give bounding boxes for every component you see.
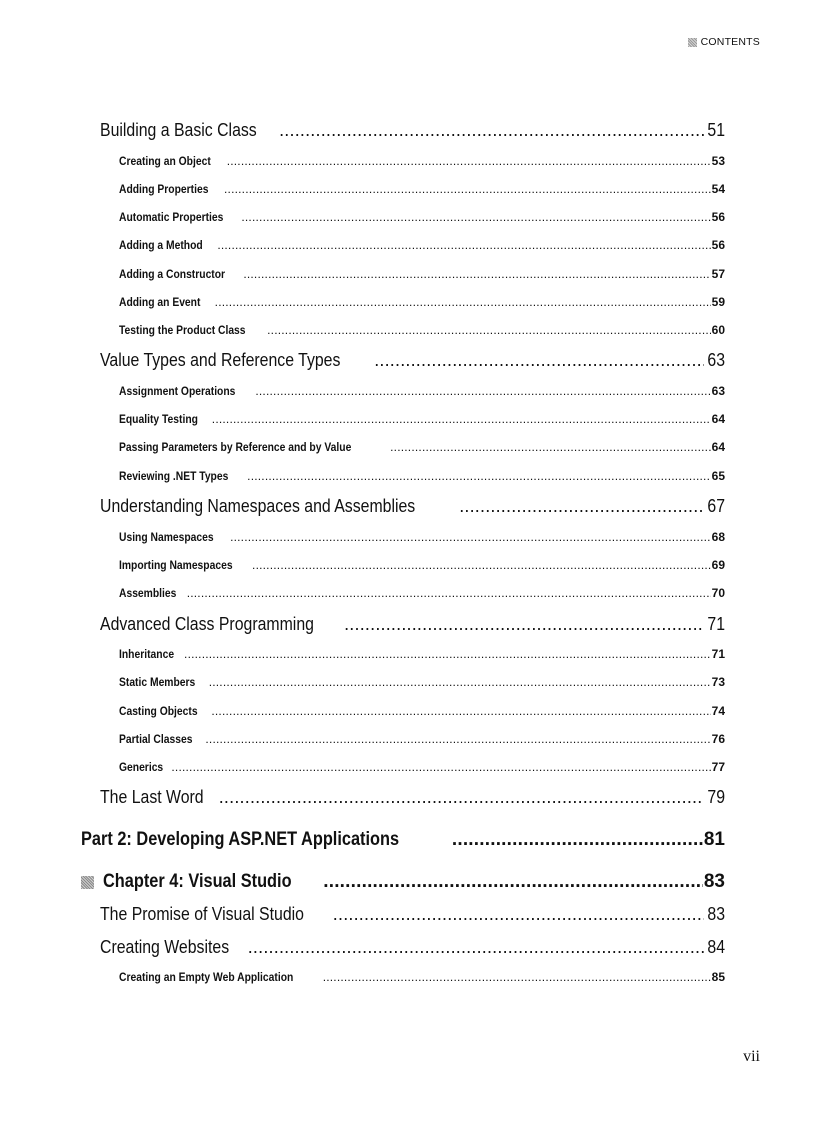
dot-leader: [205, 732, 710, 746]
toc-entry-title: Adding Properties: [119, 182, 209, 196]
toc-entry-title: Understanding Namespaces and Assemblies: [100, 496, 416, 516]
toc-entry[interactable]: [119, 675, 725, 689]
dot-leader: [219, 787, 704, 808]
dot-leader: [252, 558, 711, 572]
toc-entry-title: The Last Word: [100, 787, 204, 807]
toc-entry-title: Adding a Constructor: [119, 267, 226, 281]
toc-entry-page: 63: [707, 350, 725, 370]
toc-entry[interactable]: [100, 787, 725, 808]
toc-entry-title: Creating an Empty Web Application: [119, 970, 294, 984]
dot-leader: [215, 295, 711, 309]
running-header-label: CONTENTS: [700, 36, 760, 48]
toc-entry-page: 83: [707, 904, 725, 924]
toc-entry[interactable]: [119, 647, 725, 661]
dot-leader: [243, 267, 710, 281]
toc-entry[interactable]: [119, 323, 725, 337]
toc-entry[interactable]: [119, 760, 725, 774]
toc-entry-title: Value Types and Reference Types: [100, 350, 341, 370]
toc-part-entry[interactable]: [81, 829, 725, 851]
dot-leader: [374, 350, 704, 371]
toc-entry[interactable]: [119, 154, 725, 168]
toc-entry-title: Partial Classes: [119, 732, 193, 746]
toc-entry-title: Using Namespaces: [119, 530, 214, 544]
dot-leader: [255, 384, 710, 398]
dot-leader: [224, 182, 711, 196]
dot-leader: [344, 614, 704, 635]
toc-entry-title: Assemblies: [119, 586, 177, 600]
toc-entry-page: 67: [707, 496, 725, 516]
toc-entry-title: Passing Parameters by Reference and by Value: [119, 440, 352, 454]
dot-leader: [323, 871, 703, 893]
toc-entry-page: 59: [711, 295, 725, 309]
toc-entry-title: Adding a Method: [119, 238, 203, 252]
toc-entry-page: 83: [703, 871, 725, 892]
toc-entry-page: 64: [711, 440, 725, 454]
toc-entry-page: 60: [711, 323, 725, 337]
toc-entry-page: 76: [711, 732, 725, 746]
toc-entry-title: Testing the Product Class: [119, 323, 246, 337]
toc-entry-page: 57: [711, 267, 725, 281]
toc-entry-title: Inheritance: [119, 647, 175, 661]
toc-entry-page: 56: [711, 238, 725, 252]
toc-entry-page: 51: [707, 120, 725, 140]
toc-entry[interactable]: [119, 558, 725, 572]
toc-entry[interactable]: [119, 384, 725, 398]
dot-leader: [323, 970, 711, 984]
toc-entry-title: Creating Websites: [100, 937, 230, 957]
toc-entry[interactable]: [100, 904, 725, 925]
toc-entry[interactable]: [119, 238, 725, 252]
dot-leader: [279, 120, 704, 141]
toc-entry-title: Building a Basic Class: [100, 120, 257, 140]
toc-entry[interactable]: [119, 182, 725, 196]
toc-entry-page: 53: [711, 154, 725, 168]
toc-chapter-entry[interactable]: [81, 871, 725, 893]
toc-entry-page: 65: [711, 469, 725, 483]
dot-leader: [211, 704, 710, 718]
toc-entry-title: Generics: [119, 760, 164, 774]
toc-entry[interactable]: [119, 210, 725, 224]
toc-entry-title: Static Members: [119, 675, 196, 689]
dot-leader: [184, 647, 711, 661]
toc-entry[interactable]: [100, 937, 725, 958]
toc-entry-title: Automatic Properties: [119, 210, 224, 224]
toc-entry-title: Reviewing .NET Types: [119, 469, 229, 483]
dot-leader: [459, 496, 704, 517]
toc-entry[interactable]: [100, 614, 725, 635]
dot-leader: [187, 586, 711, 600]
page-number: vii: [743, 1048, 760, 1065]
dot-leader: [227, 154, 711, 168]
toc-entry-page: 54: [711, 182, 725, 196]
toc-entry-page: 77: [711, 760, 725, 774]
dot-leader: [333, 904, 704, 925]
toc-entry-title: Creating an Object: [119, 154, 211, 168]
toc-entry[interactable]: [119, 704, 725, 718]
toc-entry-title: Chapter 4: Visual Studio: [103, 871, 292, 892]
toc-entry-page: 63: [711, 384, 725, 398]
dot-leader: [452, 829, 703, 851]
toc-entry[interactable]: [119, 295, 725, 309]
toc-entry[interactable]: [119, 267, 725, 281]
toc-entry-page: 85: [711, 970, 725, 984]
toc-entry-page: 79: [707, 787, 725, 807]
toc-entry[interactable]: [119, 440, 725, 454]
dot-leader: [267, 323, 711, 337]
toc-entry-page: 70: [711, 586, 725, 600]
dot-leader: [390, 440, 711, 454]
toc-entry[interactable]: [119, 469, 725, 483]
toc-entry[interactable]: [119, 586, 725, 600]
toc-entry[interactable]: [119, 412, 725, 426]
toc-entry-page: 74: [711, 704, 725, 718]
toc-entry-title: Equality Testing: [119, 412, 198, 426]
toc-entry-page: 56: [711, 210, 725, 224]
dot-leader: [217, 238, 710, 252]
toc-entry[interactable]: [119, 732, 725, 746]
toc-entry-page: 68: [711, 530, 725, 544]
toc-entry-title: Part 2: Developing ASP.NET Applications: [81, 829, 400, 850]
toc-entry[interactable]: [100, 496, 725, 517]
dot-leader: [230, 530, 711, 544]
toc-entry-page: 84: [707, 937, 725, 957]
toc-entry[interactable]: [119, 970, 725, 984]
dot-leader: [248, 937, 704, 958]
toc-entry-page: 73: [711, 675, 725, 689]
toc-entry-title: Importing Namespaces: [119, 558, 233, 572]
toc-entry-page: 64: [711, 412, 725, 426]
toc-entry-title: Casting Objects: [119, 704, 198, 718]
toc-entry-title: The Promise of Visual Studio: [100, 904, 304, 924]
dot-leader: [247, 469, 710, 483]
toc-entry-page: 71: [707, 614, 725, 634]
dot-leader: [171, 760, 710, 774]
dot-leader: [209, 675, 711, 689]
chapter-square-icon: [81, 876, 94, 889]
dot-leader: [241, 210, 710, 224]
toc-entry-page: 81: [703, 829, 725, 850]
toc-entry[interactable]: [119, 530, 725, 544]
toc-entry-title: Adding an Event: [119, 295, 201, 309]
dot-leader: [212, 412, 711, 426]
toc-entry-title: Advanced Class Programming: [100, 614, 314, 634]
toc-entry[interactable]: [100, 120, 725, 141]
toc-entry[interactable]: [100, 350, 725, 371]
toc-entry-title: Assignment Operations: [119, 384, 236, 398]
toc-entry-page: 71: [711, 647, 725, 661]
toc-entry-page: 69: [711, 558, 725, 572]
